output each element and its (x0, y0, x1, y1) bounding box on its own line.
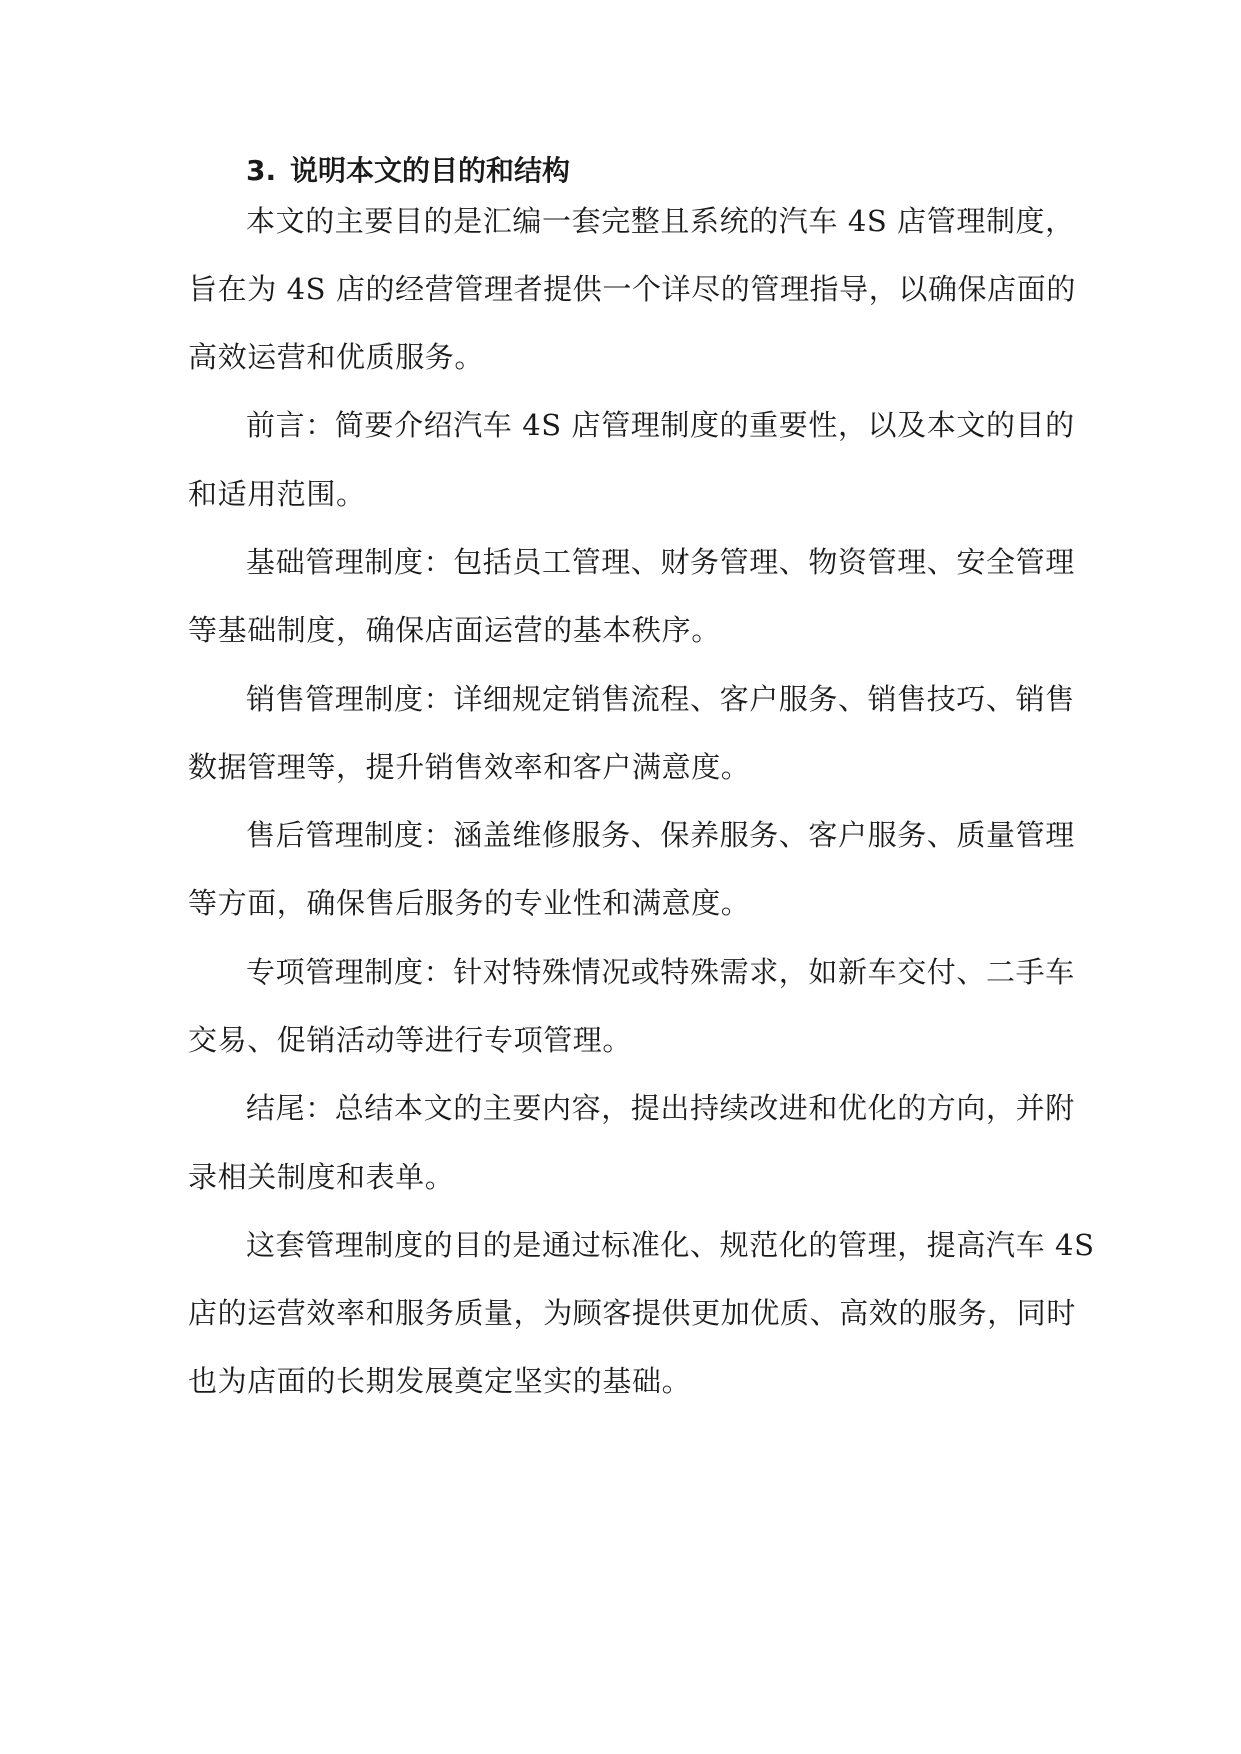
section-number: 3. (246, 154, 277, 187)
paragraph-aftersales-line-2: 等方面，确保售后服务的专业性和满意度。 (188, 886, 751, 920)
paragraph-sales-line-1: 销售管理制度：详细规定销售流程、客户服务、销售技巧、销售 (246, 682, 1075, 716)
paragraph-special-line-1: 专项管理制度：针对特殊情况或特殊需求，如新车交付、二手车 (246, 955, 1075, 989)
paragraph-conclusion-line-2: 录相关制度和表单。 (188, 1160, 455, 1194)
paragraph-purpose-line-1: 本文的主要目的是汇编一套完整且系统的汽车 4S 店管理制度， (246, 204, 1075, 238)
section-heading (246, 150, 1046, 192)
paragraph-purpose-line-2: 旨在为 4S 店的经营管理者提供一个详尽的管理指导，以确保店面的 (188, 272, 1076, 306)
section-title: 说明本文的目的和结构 (290, 154, 571, 187)
paragraph-basic-line-2: 等基础制度，确保店面运营的基本秩序。 (188, 613, 721, 647)
paragraph-preface-line-1: 前言：简要介绍汽车 4S 店管理制度的重要性，以及本文的目的 (246, 408, 1075, 442)
paragraph-preface-line-2: 和适用范围。 (188, 477, 366, 511)
paragraph-special-line-2: 交易、促销活动等进行专项管理。 (188, 1023, 633, 1057)
paragraph-summary-line-2: 店的运营效率和服务质量，为顾客提供更加优质、高效的服务，同时 (188, 1296, 1077, 1330)
paragraph-purpose-line-3: 高效运营和优质服务。 (188, 340, 485, 374)
paragraph-basic-line-1: 基础管理制度：包括员工管理、财务管理、物资管理、安全管理 (246, 545, 1075, 579)
paragraph-conclusion-line-1: 结尾：总结本文的主要内容，提出持续改进和优化的方向，并附 (246, 1091, 1075, 1125)
paragraph-summary-line-1: 这套管理制度的目的是通过标准化、规范化的管理，提高汽车 4S (246, 1228, 1095, 1262)
paragraph-aftersales-line-1: 售后管理制度：涵盖维修服务、保养服务、客户服务、质量管理 (246, 818, 1075, 852)
paragraph-sales-line-2: 数据管理等，提升销售效率和客户满意度。 (188, 750, 751, 784)
paragraph-summary-line-3: 也为店面的长期发展奠定坚实的基础。 (188, 1364, 692, 1398)
